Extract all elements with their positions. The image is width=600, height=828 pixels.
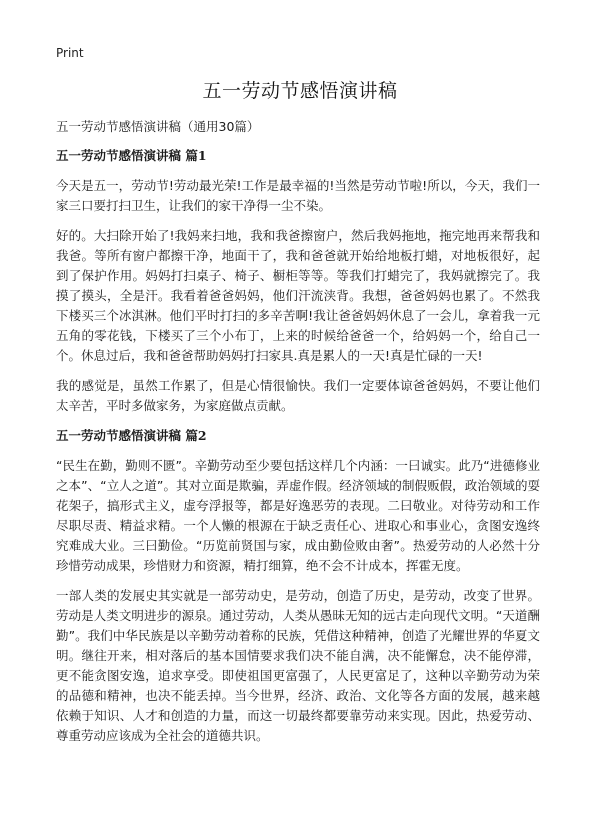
document-title: 五一劳动节感悟演讲稿 xyxy=(202,80,398,102)
document-subtitle: 五一劳动节感悟演讲稿（通用30篇） xyxy=(56,119,260,134)
paragraph: “民生在勤，勤则不匮”。辛勤劳动至少要包括这样几个内涵：一曰诚实。此乃“进德修业之本”、“立人之道”。其对立面是欺骗，弄虚作假。经济领域的制假贩假，政治领域的耍花架子，搞形式主义，虚夸浮报等，都是好逸恶劳的表现。二曰敬业。对待劳动和工作尽职尽责、精益求精。一个人懒的根源在于缺乏责任心、进取心和事业心，贪图安逸终究难成大业。三曰勤俭。“历览前贤国与家，成由勤俭败由奢”。热爱劳动的人必然十分珍惜劳动成果，珍惜财力和资源，精打细算，绝不会不计成本，挥霍无度。 xyxy=(56,458,540,573)
section-heading: 五一劳动节感悟演讲稿 篇1 xyxy=(56,148,207,163)
section-heading: 五一劳动节感悟演讲稿 篇2 xyxy=(56,428,207,443)
document-body xyxy=(56,117,540,756)
paragraph: 今天是五一，劳动节!劳动最光荣!工作是最幸福的!当然是劳动节啦!所以，今天，我们一家三口要打扫卫生，让我们的家干净得一尘不染。 xyxy=(56,178,540,213)
section-1 xyxy=(56,146,540,416)
paragraph: 一部人类的发展史其实就是一部劳动史，是劳动，创造了历史，是劳动，改变了世界。劳动是人类文明进步的源泉。通过劳动，人类从愚昧无知的远古走向现代文明。“天道酬勤”。我们中华民族是以辛勤劳动着称的民族，凭借这种精神，创造了光耀世界的华夏文明。继往开来，相对落后的基本国情要求我们决不能自满，决不能懈怠，决不能停滞，更不能贪图安逸，追求享受。即使祖国更富强了，人民更富足了，这种以辛勤劳动为荣的品德和精神，也决不能丢掉。当今世界，经济、政治、文化等各方面的发展，越来越依赖于知识、人才和创造的力量，而这一切最终都要靠劳动来实现。因此，热爱劳动、尊重劳动应该成为全社会的道德共识。 xyxy=(56,588,540,743)
paragraph: 好的。大扫除开始了!我妈来扫地，我和我爸擦窗户，然后我妈拖地，拖完地再来帮我和我爸。等所有窗户都擦干净，地面干了，我和爸爸就开始给地板打蜡，对地板很好，起到了保护作用。妈妈打扫桌子、椅子、橱柜等等。等我们打蜡完了，我妈就擦完了。我摸了摸头，全是汗。我看着爸爸妈妈，他们汗流浃背。我想，爸爸妈妈也累了。不然我下楼买三个冰淇淋。他们平时打扫的多辛苦啊!我让爸爸妈妈休息了一会儿，拿着我一元五角的零花钱，下楼买了三个小布丁，上来的时候给爸爸一个，给妈妈一个，给自己一个。休息过后，我和爸爸帮助妈妈打扫家具.真是累人的一天!真是忙碌的一天! xyxy=(56,228,540,363)
print-link[interactable]: Print xyxy=(56,46,84,60)
paragraph: 我的感觉是，虽然工作累了，但是心情很愉快。我们一定要体谅爸爸妈妈，不要让他们太辛苦，平时多做家务，为家庭做点贡献。 xyxy=(56,378,540,413)
section-2 xyxy=(56,426,540,746)
